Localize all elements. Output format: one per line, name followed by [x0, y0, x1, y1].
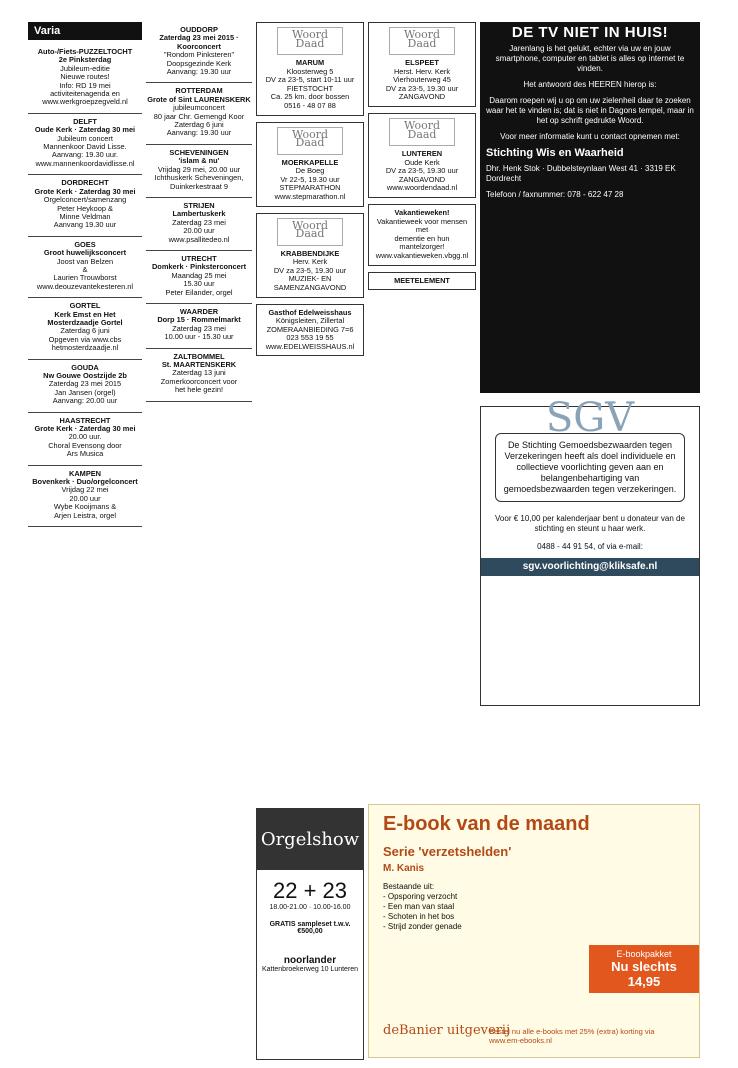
ad-line: DV za 23-5, start 10-11 uur [265, 75, 355, 85]
ad-line: www.woordendaad.nl [386, 183, 458, 193]
woord-daad-logo: Woord Daad [277, 27, 343, 55]
varia-event-title: DELFT [73, 116, 97, 126]
varia-event-subtitle: Groot huwelijksconcert [43, 248, 127, 258]
sgv-fee: Voor € 10,00 per kalenderjaar bent u donateur van de stichting en steunt u haar werk. [495, 514, 685, 533]
event-title: STRIJEN [183, 200, 215, 210]
ad-item [368, 113, 476, 198]
ad-line: www.vakantieweken.vbgg.nl [375, 250, 469, 260]
ebook-content-line: Bestaande uit: [383, 882, 435, 891]
ad-line: dementie en hun mantelzorger! [394, 233, 450, 252]
ad-line: ZANGAVOND [398, 92, 446, 102]
varia-event-item [28, 175, 142, 236]
woord-daad-logo: Woord Daad [389, 118, 455, 146]
ebook-content-line: - Een man van staal [383, 902, 455, 911]
section-header: Varia [28, 22, 142, 40]
event-item [146, 145, 252, 198]
ad-column-left [256, 22, 364, 362]
ebook-pakket-label: E-bookpakket [616, 949, 672, 959]
varia-event-item [28, 413, 142, 466]
event-line: 10.00 uur - 15.30 uur [164, 332, 234, 342]
ad-line: SAMENZANGAVOND [273, 282, 347, 292]
ad-line: 023 553 19 55 [286, 333, 334, 343]
ad-line: De Boeg [295, 166, 325, 176]
ebook-footer: Bestel nu alle e-books met 25% (extra) korting via www.em-ebooks.nl [489, 1027, 655, 1045]
tv-ad-p2: Het antwoord des HEEREN hierop is: [523, 80, 657, 89]
ad-line: STEPMARATHON [279, 183, 341, 193]
event-subtitle: Zaterdag 23 mei 2015 · Koorconcert [159, 33, 239, 51]
event-title: OUDDORP [180, 25, 218, 34]
ad-line: Ca. 25 km. door bossen [270, 92, 350, 102]
varia-event-line: Opgeven via www.cbs [48, 334, 122, 344]
event-line: Zaterdag 6 juni [174, 120, 224, 130]
event-title: UTRECHT [181, 253, 217, 263]
sgv-ad [480, 395, 700, 706]
ad-line: Vakantieweek voor mensen met [376, 216, 468, 235]
varia-event-item [28, 114, 142, 175]
event-item [146, 251, 252, 304]
ad-line: www.stepmarathon.nl [274, 191, 346, 201]
varia-event-line: www.deouzevantekesteren.nl [36, 281, 134, 291]
varia-event-title: HAASTRECHT [59, 415, 111, 425]
varia-event-title: GOES [74, 239, 96, 249]
event-title: SCHEVENINGEN [169, 147, 229, 157]
ebook-pakket [589, 945, 699, 993]
ebook-content-line: - Schoten in het bos [383, 912, 455, 921]
varia-event-line: Arjen Leistra, orgel [53, 510, 117, 520]
ad-line: Kloosterweg 5 [286, 66, 334, 76]
ad-title: LUNTEREN [401, 148, 443, 158]
ad-title: KRABBENDIJKE [280, 248, 340, 258]
event-title: WAARDER [179, 306, 219, 316]
ad-title: MARUM [295, 58, 325, 67]
varia-event-line: & [82, 264, 88, 274]
ad-line: Herv. Kerk [292, 257, 328, 267]
ad-item [256, 22, 364, 116]
varia-event-line: Aanvang: 19.30 uur. [51, 150, 119, 160]
event-line: Maandag 25 mei [171, 270, 227, 280]
tv-ad-tel: Telefoon / faxnummer: 078 - 622 47 28 [486, 190, 624, 199]
ad-line: Königsleiten, Zillertal [275, 316, 345, 326]
varia-event-line: Minne Veldman [59, 211, 111, 221]
tv-ad-p4: Voor meer informatie kunt u contact opnemen met: [500, 132, 680, 141]
event-line: Doopsgezinde Kerk [166, 58, 232, 68]
varia-event-line: Jubileum-editie [60, 63, 110, 73]
varia-event-line: Choral Evensong door [48, 440, 122, 450]
event-line: Aanvang: 19.30 uur [166, 128, 232, 138]
varia-event-title: KAMPEN [68, 468, 102, 478]
varia-event-line: Aanvang 19.30 uur [53, 220, 117, 230]
event-subtitle: Grote of Sint LAURENSKERK [147, 94, 251, 104]
varia-event-subtitle: Oude Kerk · Zaterdag 30 mei [34, 125, 136, 135]
event-line: Duinkerkestraat 9 [170, 181, 228, 191]
event-item [146, 198, 252, 251]
varia-event-item [28, 360, 142, 413]
varia-event-line: hetmosterdzaadje.nl [51, 343, 119, 353]
ad-title: MEETELEMENT [394, 275, 450, 285]
event-subtitle: St. MAARTENSKERK [161, 360, 237, 369]
ad-line: Herst. Herv. Kerk [393, 66, 451, 76]
ebook-series: Serie 'verzetshelden' [383, 844, 512, 859]
varia-event-subtitle: Kerk Emst en Het Mosterdzaadje Gortel [47, 309, 123, 327]
varia-event-line: Mannenkoor David Lisse. [43, 142, 127, 152]
tv-ad-title: DE TV NIET IN HUIS! [511, 24, 669, 41]
varia-event-item [28, 237, 142, 298]
tv-ad-org: Stichting Wis en Waarheid [486, 147, 624, 159]
ad-title: ELSPEET [405, 58, 439, 67]
varia-event-subtitle: Bovenkerk · Duo/orgelconcert [32, 477, 138, 487]
tv-ad [480, 22, 700, 393]
varia-event-item [28, 44, 142, 114]
ad-line: DV za 23-5, 19.30 uur [385, 83, 459, 93]
event-line: Vrijdag 29 mei, 20.00 uur [157, 164, 241, 174]
sgv-box: De Stichting Gemoedsbezwaarden tegen Verzekeringen heeft als doel individuele en collectieve voorlichting geven aan en belangenbehartiging van gemoedsbezwaarden tegen verzekeringen. [495, 433, 685, 502]
woord-daad-logo: Woord Daad [277, 218, 343, 246]
ad-item [256, 304, 364, 357]
varia-event-subtitle: Nw Gouwe Oostzijde 2b [43, 371, 127, 380]
varia-event-subtitle: 2e Pinksterdag [58, 55, 112, 65]
ad-line: Vr 22-5, 19.30 uur [280, 174, 340, 184]
ad-item [368, 272, 476, 291]
varia-event-line: www.mannenkoordavidlisse.nl [35, 158, 135, 168]
varia-event-subtitle: Grote Kerk · Zaterdag 30 mei [34, 424, 136, 434]
varia-event-line: Laurien Trouwborst [53, 273, 117, 283]
event-subtitle: Dorp 15 · Rommelmarkt [157, 315, 241, 325]
event-line: Zaterdag 13 juni [172, 368, 226, 378]
event-item [146, 22, 252, 83]
ad-line: 0516 - 48 07 88 [284, 100, 336, 110]
ad-line: Oude Kerk [404, 157, 440, 167]
ad-line: MUZIEK- EN [288, 274, 332, 284]
sgv-logo: SGV [545, 395, 635, 441]
ebook-title: E-book van de maand [383, 813, 590, 835]
woord-daad-logo: Woord Daad [277, 127, 343, 155]
event-line: 15.30 uur [183, 279, 215, 289]
ebook-content-line: - Opsporing verzocht [383, 892, 458, 901]
event-line: Zaterdag 23 mei [172, 217, 226, 227]
event-line: Peter Eilander, orgel [165, 287, 233, 297]
varia-event-line: Zaterdag 23 mei 2015 [48, 379, 122, 389]
ebook-publisher: deBanier uitgeverij [383, 1023, 511, 1038]
event-line: 20.00 uur [183, 226, 215, 236]
orgel-brand: noorlander [283, 955, 337, 966]
varia-event-line: Vrijdag 22 mei [61, 485, 109, 495]
event-item [146, 304, 252, 349]
woord-daad-logo: Woord Daad [389, 27, 455, 55]
event-title: ZALTBOMMEL [173, 351, 225, 361]
event-line: 80 jaar Chr. Gemengd Koor [153, 111, 245, 121]
ad-line: DV za 23-5, 19.30 uur [385, 166, 459, 176]
varia-event-title: GORTEL [69, 301, 101, 311]
event-item [146, 83, 252, 144]
event-line: www.psallitedeo.nl [168, 234, 230, 244]
ad-title: Vakantieweken! [394, 207, 450, 217]
varia-column [28, 22, 142, 527]
events-column [146, 22, 252, 402]
event-line: Zomerkoorconcert voor [160, 376, 238, 386]
event-line: Ichthuskerk Scheveningen, [154, 173, 244, 183]
ad-title: Gasthof Edelweisshaus [268, 307, 352, 317]
event-line: Zaterdag 23 mei [172, 323, 226, 333]
ad-line: FIETSTOCHT [286, 83, 334, 93]
varia-event-line: Aanvang: 20.00 uur [52, 396, 118, 406]
ebook-ad [368, 804, 700, 1058]
varia-event-line: Jan Jansen (orgel) [54, 387, 116, 397]
ad-line: ZOMERAANBIEDING 7=6 [266, 324, 354, 334]
sgv-tel: 0488 - 44 91 54, of via e-mail: [537, 542, 643, 551]
orgel-dates: 22 + 23 [272, 878, 347, 903]
orgel-time: 18.00-21.00 · 10.00-16.00 [269, 904, 351, 911]
event-subtitle: Domkerk · Pinksterconcert [151, 262, 247, 272]
ad-item [256, 122, 364, 207]
orgel-place: Kattenbroekerweg 10 Lunteren [261, 966, 359, 973]
ad-line: ZANGAVOND [398, 174, 446, 184]
varia-event-line: Nieuwe routes! [60, 72, 110, 82]
varia-event-line: activiteitenagenda en [50, 89, 120, 99]
varia-event-line: 20.00 uur. [68, 432, 102, 442]
ad-line: DV za 23-5, 19.30 uur [273, 265, 347, 275]
event-line: jubileumconcert [173, 103, 225, 113]
orgel-title: Orgelshow [257, 809, 363, 870]
varia-event-line: Joost van Belzen [56, 256, 114, 266]
ad-column-right [368, 22, 476, 296]
event-subtitle: 'islam & nu' [178, 156, 220, 166]
orgel-sample: GRATIS sampleset t.w.v. €500,00 [269, 921, 351, 935]
varia-event-line: Info: RD 19 mei [59, 80, 111, 90]
event-line: het hele gezin! [174, 385, 224, 395]
ebook-price: Nu slechts 14,95 [611, 959, 677, 989]
event-item [146, 349, 252, 402]
event-title: ROTTERDAM [175, 86, 223, 96]
tv-ad-addr: Dhr. Henk Stok · Dubbelsteynlaan West 41 · 3319 EK Dordrecht [486, 164, 676, 183]
orgelshow-ad [256, 808, 364, 1060]
ad-item [368, 22, 476, 107]
varia-event-line: Peter Heykoop & [57, 203, 113, 213]
event-line: "Rondom Pinksteren" [163, 50, 235, 60]
varia-event-title: GOUDA [71, 362, 99, 372]
varia-event-item [28, 466, 142, 527]
tv-ad-p3: Daarom roepen wij u op om uw zielenheil daar te zoeken waar het te vinden is; dat is niet in Dagons tempel, maar in het op schrift gedrukte Woord. [486, 96, 694, 125]
varia-event-subtitle: Grote Kerk · Zaterdag 30 mei [34, 186, 136, 196]
ad-line: www.EDELWEISSHAUS.nl [265, 341, 355, 351]
event-line: Aanvang: 19.30 uur [166, 67, 232, 77]
varia-event-title: Auto-/Fiets-PUZZELTOCHT [37, 47, 133, 56]
varia-event-item [28, 298, 142, 359]
varia-event-title: DORDRECHT [61, 178, 109, 188]
varia-event-line: www.werkgroepzegveld.nl [42, 97, 128, 107]
varia-event-line: Orgelconcert/samenzang [43, 195, 127, 205]
varia-event-line: Wybe Kooijmans & [53, 502, 117, 512]
sgv-mail: sgv.voorlichting@kliksafe.nl [481, 558, 699, 576]
ad-item [256, 213, 364, 298]
ad-title: MOERKAPELLE [281, 157, 339, 167]
event-subtitle: Lambertuskerk [172, 209, 226, 219]
varia-event-line: 20.00 uur [69, 493, 101, 503]
ad-line: Vierhouterweg 45 [393, 75, 451, 85]
ebook-content-line: - Strijd zonder genade [383, 922, 462, 931]
ad-item [368, 204, 476, 266]
ebook-author: M. Kanis [383, 863, 425, 874]
tv-ad-p1: Jarenlang is het gelukt, echter via uw en jouw smartphone, computer en tablet is alles op internet te vinden. [495, 44, 685, 73]
varia-event-line: Jubileum concert [57, 133, 113, 143]
varia-event-line: Zaterdag 6 juni [60, 326, 110, 336]
varia-event-line: Ars Musica [66, 449, 104, 459]
